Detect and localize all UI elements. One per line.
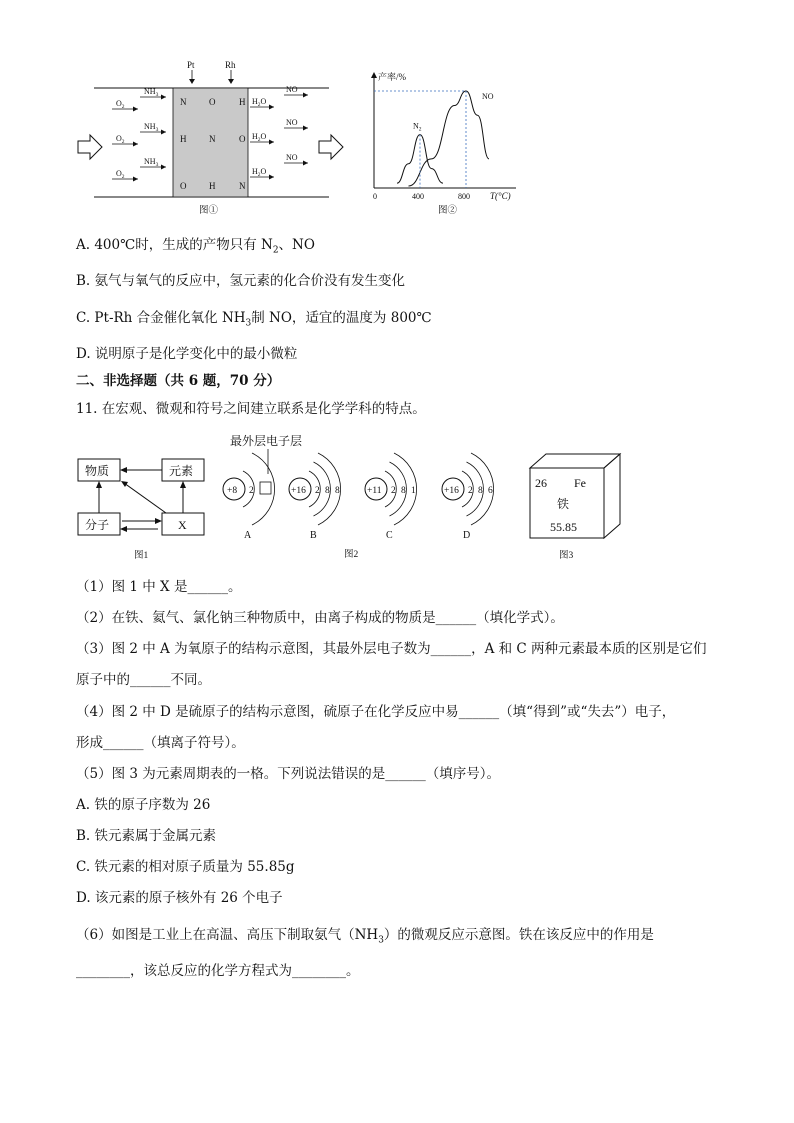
catalyst-atom: O — [239, 134, 246, 144]
reactant-label — [144, 87, 159, 98]
fig3-caption: 图3 — [559, 551, 574, 561]
option-b: B. 氨气与氧气的反应中，氢元素的化合价没有发生变化 — [76, 273, 406, 289]
x-tick-label: 800 — [458, 192, 470, 201]
option-d: D. 说明原子是化学变化中的最小微粒 — [76, 346, 298, 362]
n2-series-label — [413, 122, 422, 133]
reactant-label — [116, 134, 125, 145]
product-label-main: NO — [286, 85, 298, 94]
fig2-caption: 图2 — [344, 550, 359, 560]
product-label-main: H — [252, 132, 258, 141]
x-tick-label: 400 — [412, 192, 424, 201]
flow-arrowhead — [161, 95, 166, 100]
shell-electrons: 2 — [315, 486, 320, 496]
no-series-label: NO — [482, 92, 494, 101]
q5-option-d: D. 该元素的原子核外有 26 个电子 — [76, 890, 283, 906]
q11-part6-line2: ________，该总反应的化学方程式为________。 — [76, 963, 360, 979]
catalyst-atom: O — [209, 97, 216, 107]
chart-ylabel: 产率/% — [378, 72, 406, 82]
reactant-label-sub: 2 — [121, 104, 125, 110]
x-tick-label: 0 — [373, 192, 377, 201]
reactant-label-main: NH — [144, 87, 156, 96]
atomic-number: 26 — [535, 476, 547, 490]
fig1-caption: 图1 — [134, 551, 149, 561]
option-a — [76, 236, 315, 260]
flow-arrowhead — [133, 142, 138, 147]
product-label-tail: O — [260, 97, 267, 106]
shell-electrons: 8 — [401, 486, 406, 496]
catalyst-atom: O — [180, 181, 187, 191]
product-label-sub: 2 — [257, 172, 261, 178]
flow-arrowhead — [303, 93, 308, 98]
product-label — [252, 167, 267, 178]
n2-label-main: N — [413, 121, 419, 131]
product-label-sub: 2 — [257, 137, 261, 143]
product-label — [252, 132, 267, 143]
reactant-label-sub: 2 — [121, 139, 125, 145]
reactant-label-main: NH — [144, 122, 156, 131]
product-label — [286, 118, 298, 127]
catalyst-atom: H — [239, 97, 246, 107]
option-c — [76, 309, 432, 333]
catalyst-atom: N — [209, 134, 216, 144]
reactant-label — [116, 99, 125, 110]
nucleus-charge: +16 — [444, 486, 459, 496]
reactant-label-sub: 3 — [155, 162, 159, 168]
rh-label: Rh — [225, 60, 236, 70]
atom-letter: C — [386, 530, 393, 541]
option-a-tail: 、NO — [278, 237, 315, 253]
element-symbol: Fe — [574, 476, 586, 490]
yield-chart — [366, 66, 526, 218]
flow-arrowhead — [161, 130, 166, 135]
product-label-sub: 2 — [257, 102, 261, 108]
series-line-no — [409, 91, 490, 186]
q11-part4-line1: （4）图 2 中 D 是硫原子的结构示意图，硫原子在化学反应中易______（填“得到”或“失去”）电子， — [76, 704, 676, 720]
shell-electrons: 8 — [478, 486, 483, 496]
nucleus-charge: +8 — [227, 486, 238, 496]
option-c-sub: 3 — [245, 318, 252, 329]
option-c-tail: 制 NO，适宜的温度为 800℃ — [251, 310, 432, 326]
product-label-tail: O — [260, 167, 267, 176]
q5-option-c: C. 铁元素的相对原子质量为 55.85g — [76, 859, 295, 875]
shell-electrons: 6 — [488, 486, 493, 496]
figure2-caption: 图② — [438, 206, 458, 216]
flow-arrowhead — [269, 175, 274, 180]
q11-part1: （1）图 1 中 X 是______。 — [76, 579, 242, 595]
shell-electrons: 8 — [325, 486, 330, 496]
q6-sub: 3 — [378, 935, 384, 946]
box-x: X — [178, 518, 187, 532]
q11-part3-line2: 原子中的______不同。 — [76, 672, 211, 688]
reactant-label — [144, 122, 159, 133]
flow-arrowhead — [161, 165, 166, 170]
q5-option-b: B. 铁元素属于金属元素 — [76, 828, 217, 844]
q11-part3-line1: （3）图 2 中 A 为氧原子的结构示意图，其最外层电子数为______，A 和 C 两种元素最本质的区别是它们 — [76, 641, 707, 657]
flow-arrowhead — [303, 161, 308, 166]
option-a-sub: 2 — [272, 245, 279, 256]
concept-map-figure — [74, 455, 214, 565]
atom-structure-figure — [216, 430, 516, 565]
product-label-main: NO — [286, 153, 298, 162]
figure1-caption: 图① — [199, 206, 219, 216]
shell-electrons: 2 — [391, 486, 396, 496]
catalyst-atom: H — [209, 181, 216, 191]
product-label-main: NO — [286, 118, 298, 127]
periodic-cell-figure — [526, 450, 626, 565]
catalyst-atom: N — [180, 97, 187, 107]
inflow-arrow-icon — [78, 135, 102, 159]
flow-arrowhead — [133, 107, 138, 112]
reactant-label-main: NH — [144, 157, 156, 166]
reactant-label-main: O — [116, 134, 122, 143]
reactor-figure — [74, 58, 364, 218]
reactant-label-main: O — [116, 169, 122, 178]
catalyst-atom: H — [180, 134, 187, 144]
outflow-arrow-icon — [319, 135, 343, 159]
nucleus-charge: +11 — [367, 486, 382, 496]
product-label — [252, 97, 267, 108]
product-label — [286, 85, 298, 94]
flow-arrowhead — [269, 105, 274, 110]
catalyst-atom: N — [239, 181, 246, 191]
reactant-label-sub: 2 — [121, 174, 125, 180]
section-title: 二、非选择题（共 6 题，70 分） — [76, 373, 281, 389]
nucleus-charge: +16 — [291, 486, 306, 496]
flow-arrowhead — [303, 126, 308, 131]
option-c-text: C. Pt-Rh 合金催化氧化 NH — [76, 310, 246, 326]
box-substance: 物质 — [85, 464, 110, 478]
n2-label-sub: 2 — [418, 126, 422, 133]
q11-part4-line2: 形成______（填离子符号）。 — [76, 735, 245, 751]
reactant-label-sub: 3 — [155, 127, 159, 133]
q11-part6-line1 — [76, 926, 654, 950]
q11-title: 11. 在宏观、微观和符号之间建立联系是化学学科的特点。 — [76, 401, 426, 417]
q11-part2: （2）在铁、氦气、氯化钠三种物质中，由离子构成的物质是______（填化学式）。 — [76, 610, 564, 626]
shell-electrons: 2 — [468, 486, 473, 496]
pt-label: Pt — [187, 60, 195, 70]
product-label-tail: O — [260, 132, 267, 141]
product-label-main: H — [252, 97, 258, 106]
product-label — [286, 153, 298, 162]
atomic-mass: 55.85 — [550, 520, 577, 534]
chart-xlabel: T(°C) — [490, 191, 511, 201]
option-a-text: A. 400℃时，生成的产物只有 N — [76, 237, 273, 253]
shell-electrons: 8 — [335, 486, 340, 496]
q6-tail: ）的微观反应示意图。铁在该反应中的作用是 — [383, 927, 654, 943]
reactant-label-sub: 3 — [155, 92, 159, 98]
flow-arrowhead — [133, 177, 138, 182]
shell-electrons: 1 — [411, 486, 416, 496]
reactant-label-main: O — [116, 99, 122, 108]
answer-box — [260, 482, 271, 494]
box-molecule: 分子 — [85, 518, 110, 532]
q11-part5: （5）图 3 为元素周期表的一格。下列说法错误的是______（填序号）。 — [76, 766, 501, 782]
atom-letter: B — [310, 530, 317, 541]
outer-shell-label: 最外层电子层 — [230, 434, 303, 448]
q6-text: （6）如图是工业上在高温、高压下制取氨气（NH — [76, 927, 379, 943]
flow-arrowhead — [269, 140, 274, 145]
atom-letter: D — [463, 530, 471, 541]
reactant-label — [144, 157, 159, 168]
product-label-main: H — [252, 167, 258, 176]
atom-letter: A — [244, 530, 252, 541]
box-element: 元素 — [169, 464, 194, 478]
reactant-label — [116, 169, 125, 180]
q5-option-a: A. 铁的原子序数为 26 — [76, 797, 211, 813]
element-name: 铁 — [557, 497, 570, 511]
shell-electrons: 2 — [249, 486, 254, 496]
